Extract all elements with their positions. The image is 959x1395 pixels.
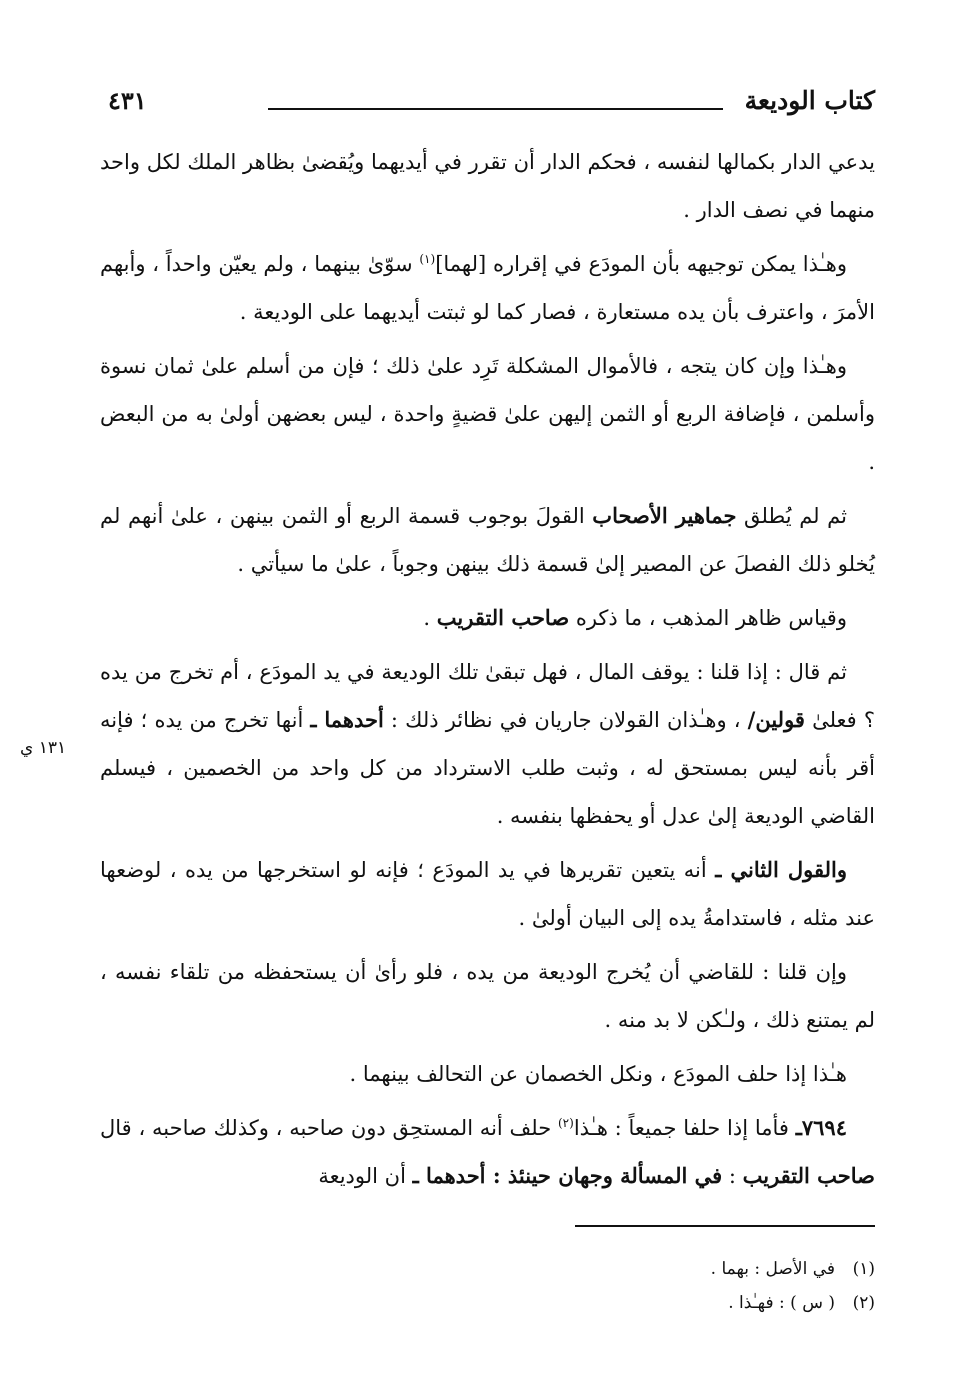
paragraph-4: ثم لم يُطلق جماهير الأصحاب القولَ بوجوب قسمة الربع أو الثمن بينهن ، علىٰ أنهم لم يُخلو ذلك الفصلَ عن المصير إلىٰ قسمة ذلك بينهن وجوباً ، علىٰ ما سيأتي . — [100, 503, 875, 576]
paragraph-3: وهـٰذا وإن كان يتجه ، فالأموال المشكلة تَرِد علىٰ ذلك ؛ فإن من أسلم علىٰ ثمان نسوة وأسلمن ، فإضافة الربع أو الثمن إليهن علىٰ قضيةٍ واحدة ، ليس بعضهن أولىٰ به من البعض . — [100, 354, 875, 474]
footnote-1: (١)في الأصل : بهما . — [710, 1259, 875, 1279]
book-title: كتاب الوديعة — [744, 86, 875, 115]
header-rule — [268, 108, 723, 110]
footnote-ref-1: (١) — [419, 252, 436, 266]
footnote-separator — [575, 1225, 875, 1227]
paragraph-9: هـٰذا إذا حلف المودَع ، ونكل الخصمان عن التحالف بينهما . — [349, 1062, 847, 1086]
footnote-2: (٢)( س ) : فهـٰذا . — [728, 1293, 875, 1313]
paragraph-6: ثم قال : إذا قلنا : يوقف المال ، فهل تبقىٰ تلك الوديعة في يد المودَع ، أم تخرج من يده ؟ فعلىٰ قولين/ ، وهـٰذان القولان جاريان في نظائر ذلك : أحدهما ـ أنها تخرج من يده ؛ فإنه أقر بأنه ليس بمستحق له ، وثبت طلب الاسترداد من كل واحد من الخصمين ، فيسلم القاضي الوديعة إلىٰ عدل أو يحفظها بنفسه . — [100, 660, 875, 828]
section-number: ٧٦٩٤ـ — [795, 1115, 847, 1140]
paragraph-2: وهـٰذا يمكن توجيهه بأن المودَع في إقراره [لهما]$^{(١)}$ سوّىٰ بينهما ، ولم يعيّن واحداً ، وأبهم الأمرَ ، واعترف بأن يده مستعارة ، فصار كما لو ثبتت أيديهما على الوديعة . — [100, 252, 875, 324]
page-header — [100, 86, 875, 126]
margin-reference: ١٣١ ي — [20, 738, 67, 758]
footnote-ref-2: (٢) — [557, 1116, 574, 1130]
paragraph-8: وإن قلنا : للقاضي أن يُخرج الوديعة من يده ، فلو رأىٰ أن يستحفظه من تلقاء نفسه ، لم يمتنع ذلك ، ولـٰكن لا بد منه . — [100, 960, 875, 1032]
paragraph-1: يدعي الدار بكمالها لنفسه ، فحكم الدار أن تقرر في أيديهما ويُقضىٰ بظاهر الملك لكل واحد منهما في نصف الدار . — [100, 150, 875, 222]
paragraph-7: والقول الثاني ـ أنه يتعين تقريرها في يد المودَع ؛ فإنه لو استخرجها من يده ، لوضعها عند مثله ، فاستدامةُ يده إلى البيان أولىٰ . — [100, 857, 875, 930]
main-text — [100, 138, 875, 1206]
paragraph-5: وقياس ظاهر المذهب ، ما ذكره صاحب التقريب . — [423, 605, 847, 630]
page-number: ٤٣١ — [108, 86, 147, 115]
paragraph-10: ٧٦٩٤ـ فأما إذا حلفا جميعاً : هـٰذا$^{(٢)}$ حلف أنه المستحِق دون صاحبه ، وكذلك صاحبه ، قال صاحب التقريب : في المسألة وجهان حينئذ : أحدهما ـ أن الوديعة — [100, 1115, 875, 1188]
footnotes — [375, 1252, 875, 1320]
